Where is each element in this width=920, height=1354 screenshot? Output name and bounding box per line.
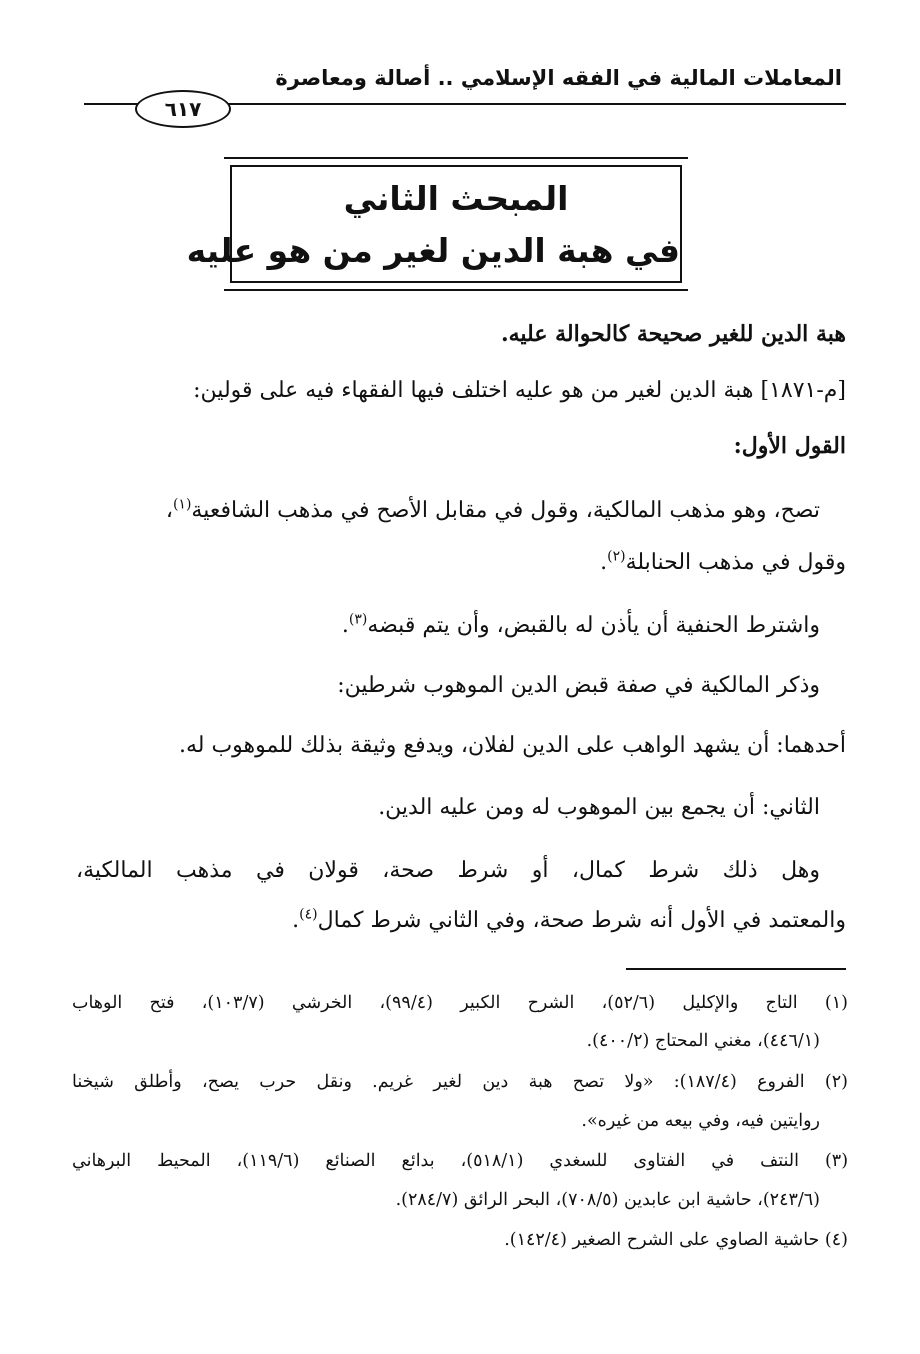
punctuation: . bbox=[600, 550, 608, 575]
footnote-3-line1: (٣) النتف في الفتاوى للسغدي (٥١٨/١)، بدائع الصنائع (١١٩/٦)، المحيط البرهاني bbox=[72, 1151, 849, 1171]
paragraph-text: واشترط الحنفية أن يأذن له بالقبض، وأن يتم قبضه bbox=[367, 613, 820, 638]
footnote-1-line2: (٤٤٦/١)، مغني المحتاج (٤٠٠/٢). bbox=[586, 1031, 820, 1051]
running-title: المعاملات المالية في الفقه الإسلامي .. أصالة ومعاصرة bbox=[275, 66, 842, 90]
punctuation: . bbox=[292, 908, 300, 933]
paragraph-text: وقول في مذهب الحنابلة bbox=[625, 550, 846, 575]
footnote-2-line2: روايتين فيه، وفي بيعه من غيره». bbox=[581, 1111, 820, 1131]
paragraph-hanafi-condition bbox=[76, 613, 820, 638]
footnote-separator bbox=[626, 968, 846, 970]
footnote-1-line1: (١) التاج والإكليل (٥٢/٦)، الشرح الكبير (٩٩/٤)، الخرشي (١٠٣/٧)، فتح الوهاب bbox=[72, 993, 848, 1013]
paragraph-maliki-conditions: وذكر المالكية في صفة قبض الدين الموهوب شرطين: bbox=[337, 673, 820, 698]
paragraph-question-line1: وهل ذلك شرط كمال، أو شرط صحة، قولان في مذهب المالكية، bbox=[76, 858, 820, 883]
paragraph-condition-two: الثاني: أن يجمع بين الموهوب له ومن عليه الدين. bbox=[378, 795, 820, 820]
page-number: ٦١٧ bbox=[135, 90, 231, 128]
footnote-ref: (٣) bbox=[348, 611, 368, 628]
punctuation: ، bbox=[165, 498, 173, 523]
footnote-ref: (٢) bbox=[607, 548, 626, 565]
paragraph-question-line2 bbox=[76, 908, 846, 933]
footnote-ref: (١) bbox=[172, 496, 192, 513]
paragraph-first-opinion-line1 bbox=[76, 498, 820, 523]
chapter-title-box bbox=[186, 157, 688, 291]
footnote-2-line1: (٢) الفروع (١٨٧/٤): «ولا تصح هبة دين لغير غريم. ونقل حرب يصح، وأطلق شيخنا bbox=[72, 1072, 848, 1092]
footnote-3-line2: (٢٤٣/٦)، حاشية ابن عابدين (٧٠٨/٥)، البحر الرائق (٢٨٤/٧). bbox=[395, 1190, 820, 1210]
chapter-subtitle: في هبة الدين لغير من هو عليه bbox=[186, 231, 680, 270]
section-heading: القول الأول: bbox=[733, 433, 846, 459]
chapter-title: المبحث الثاني bbox=[343, 179, 569, 218]
punctuation: . bbox=[341, 613, 349, 638]
paragraph-text: تصح، وهو مذهب المالكية، وقول في مقابل الأصح في مذهب الشافعية bbox=[191, 498, 820, 523]
footnote-4-line1: (٤) حاشية الصاوي على الشرح الصغير (١٤٢/٤). bbox=[504, 1230, 848, 1250]
paragraph-condition-one: أحدهما: أن يشهد الواهب على الدين لفلان، ويدفع وثيقة بذلك للموهوب له. bbox=[178, 733, 846, 758]
chapter-title-frame bbox=[186, 165, 682, 283]
paragraph-text: والمعتمد في الأول أنه شرط صحة، وفي الثاني شرط كمال bbox=[317, 908, 846, 933]
footnote-ref: (٤) bbox=[299, 906, 318, 923]
paragraph-first-opinion-line2 bbox=[76, 550, 846, 575]
paragraph-issue: [م-١٨٧١] هبة الدين لغير من هو عليه اختلف فيها الفقهاء فيه على قولين: bbox=[193, 378, 846, 403]
paragraph-intro: هبة الدين للغير صحيحة كالحوالة عليه. bbox=[500, 321, 846, 347]
